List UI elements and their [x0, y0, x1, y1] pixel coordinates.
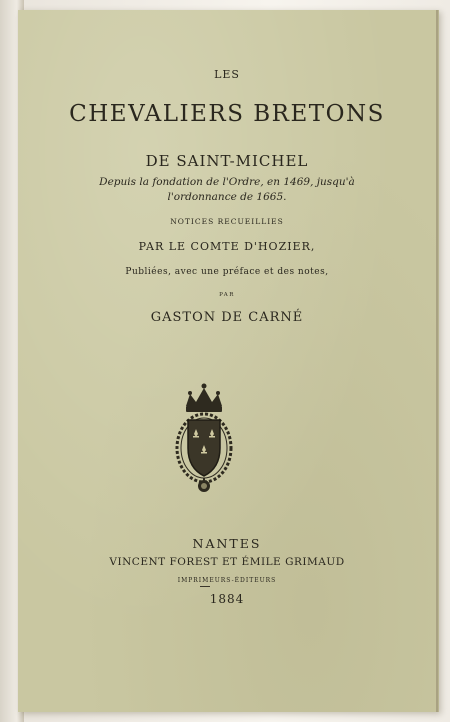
- publisher-role: IMPRIMEURS-ÉDITEURS: [177, 577, 277, 584]
- title-page: [18, 10, 438, 712]
- publication-city: NANTES: [192, 536, 262, 551]
- title-prefix: LES: [214, 68, 240, 81]
- author-name: GASTON DE CARNÉ: [150, 310, 304, 325]
- book-title: CHEVALIERS BRETONS: [69, 101, 385, 127]
- publisher-name: VINCENT FOREST ET ÉMILE GRIMAUD: [109, 556, 345, 568]
- divider: [200, 586, 210, 587]
- royal-coat-of-arms-icon: [172, 382, 236, 500]
- by-line: PAR: [219, 292, 235, 298]
- published-line: Publiées, avec une préface et des notes,: [125, 267, 329, 277]
- compiler-line: PAR LE COMTE D'HOZIER,: [138, 240, 316, 253]
- publication-year: 1884: [209, 592, 245, 606]
- book-subtitle: DE SAINT-MICHEL: [145, 152, 309, 170]
- notices-line: NOTICES RECUEILLIES: [170, 217, 284, 226]
- book-description: Depuis la fondation de l'Ordre, en 1469, jusqu'à l'ordonnance de 1665.: [99, 176, 355, 203]
